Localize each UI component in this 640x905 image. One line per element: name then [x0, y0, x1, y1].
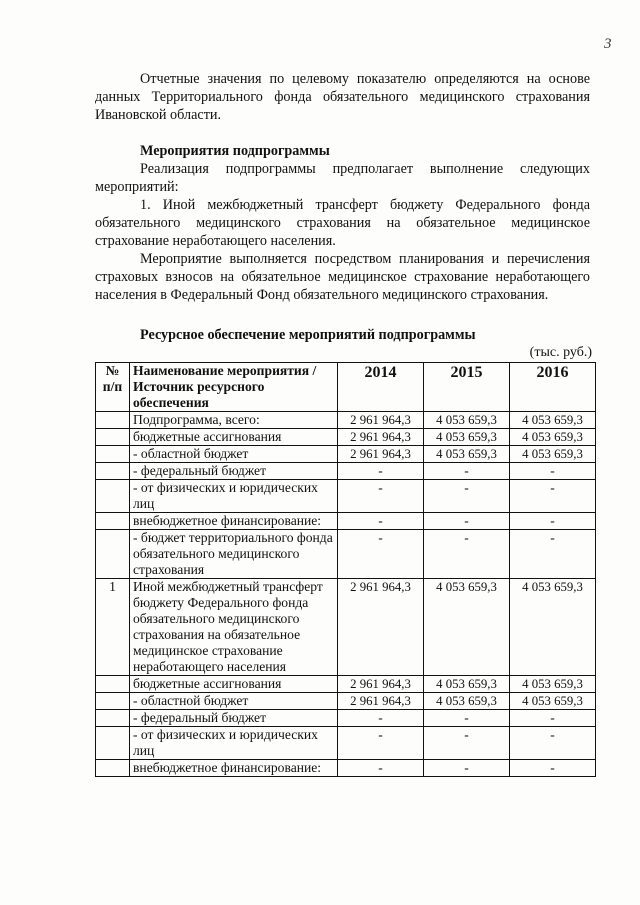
table-title: Ресурсное обеспечение мероприятий подпрограммы	[140, 327, 476, 343]
cell-2016: -	[510, 513, 596, 530]
cell-name: бюджетные ассигнования	[130, 429, 338, 446]
table-heading	[95, 327, 590, 344]
table-row	[96, 727, 596, 760]
cell-num: 1	[96, 579, 130, 676]
cell-2015: 4 053 659,3	[424, 429, 510, 446]
cell-name: Иной межбюджетный трансферт бюджету Федерального фонда обязательного медицинского страхования на обязательное медицинское страхование неработающего населения	[130, 579, 338, 676]
cell-2015: -	[424, 760, 510, 777]
cell-2014: 2 961 964,3	[338, 676, 424, 693]
paragraph-implementation: Реализация подпрограммы предполагает выполнение следующих мероприятий:	[95, 161, 590, 195]
cell-name: внебюджетное финансирование:	[130, 760, 338, 777]
cell-num	[96, 446, 130, 463]
cell-2014: 2 961 964,3	[338, 429, 424, 446]
cell-num	[96, 480, 130, 513]
cell-num	[96, 710, 130, 727]
cell-2016: 4 053 659,3	[510, 446, 596, 463]
header-2015: 2015	[424, 363, 510, 412]
table-row	[96, 480, 596, 513]
cell-num	[96, 760, 130, 777]
cell-2015: -	[424, 727, 510, 760]
cell-2014: -	[338, 710, 424, 727]
cell-2015: 4 053 659,3	[424, 579, 510, 676]
cell-num	[96, 727, 130, 760]
cell-name: бюджетные ассигнования	[130, 676, 338, 693]
cell-2016: -	[510, 480, 596, 513]
cell-2014: -	[338, 480, 424, 513]
measures-section	[95, 142, 590, 304]
cell-name: - федеральный бюджет	[130, 710, 338, 727]
paragraph-measure-description: Мероприятие выполняется посредством планирования и перечисления страховых взносов на обязательное медицинское страхование неработающего населения в Федеральный Фонд обязательного медицинского страхования.	[95, 251, 590, 303]
cell-2015: -	[424, 710, 510, 727]
cell-name: - от физических и юридических лиц	[130, 727, 338, 760]
cell-num	[96, 693, 130, 710]
cell-2015: -	[424, 463, 510, 480]
cell-2016: 4 053 659,3	[510, 693, 596, 710]
cell-2015: -	[424, 513, 510, 530]
paragraph-text: Отчетные значения по целевому показателю определяются на основе данных Территориального фонда обязательного медицинского страхования Ивановской области.	[95, 71, 590, 123]
resource-table	[95, 362, 596, 777]
cell-2014: 2 961 964,3	[338, 412, 424, 429]
cell-2016: 4 053 659,3	[510, 412, 596, 429]
section-heading: Мероприятия подпрограммы	[140, 143, 330, 159]
cell-name: - областной бюджет	[130, 693, 338, 710]
cell-2016: 4 053 659,3	[510, 676, 596, 693]
cell-num	[96, 513, 130, 530]
table-row	[96, 760, 596, 777]
cell-2015: 4 053 659,3	[424, 412, 510, 429]
table-row	[96, 676, 596, 693]
table-row	[96, 710, 596, 727]
table-row	[96, 579, 596, 676]
cell-num	[96, 463, 130, 480]
cell-num	[96, 676, 130, 693]
cell-2014: 2 961 964,3	[338, 693, 424, 710]
cell-2016: -	[510, 710, 596, 727]
units-label: (тыс. руб.)	[529, 345, 592, 360]
cell-2014: -	[338, 463, 424, 480]
cell-2016: -	[510, 727, 596, 760]
cell-2014: -	[338, 727, 424, 760]
header-name: Наименование мероприятия / Источник ресурсного обеспечения	[130, 363, 338, 412]
cell-2014: -	[338, 760, 424, 777]
cell-2016: -	[510, 760, 596, 777]
header-num: № п/п	[96, 363, 130, 412]
page-number: 3	[604, 36, 612, 52]
cell-2015: -	[424, 480, 510, 513]
cell-num	[96, 530, 130, 579]
header-2016: 2016	[510, 363, 596, 412]
table-row	[96, 463, 596, 480]
cell-name: - федеральный бюджет	[130, 463, 338, 480]
cell-2016: 4 053 659,3	[510, 429, 596, 446]
cell-2015: 4 053 659,3	[424, 676, 510, 693]
cell-num	[96, 412, 130, 429]
cell-2014: 2 961 964,3	[338, 579, 424, 676]
cell-2015: 4 053 659,3	[424, 693, 510, 710]
paragraph-target-values	[95, 70, 590, 124]
cell-name: - бюджет территориального фонда обязательного медицинского страхования	[130, 530, 338, 579]
table-header-row	[96, 363, 596, 412]
cell-2016: -	[510, 530, 596, 579]
cell-name: Подпрограмма, всего:	[130, 412, 338, 429]
table-body	[96, 412, 596, 777]
cell-num	[96, 429, 130, 446]
cell-2016: -	[510, 463, 596, 480]
cell-2014: -	[338, 530, 424, 579]
cell-2014: 2 961 964,3	[338, 446, 424, 463]
cell-2014: -	[338, 513, 424, 530]
table-row	[96, 693, 596, 710]
table-row	[96, 513, 596, 530]
table-row	[96, 412, 596, 429]
cell-name: - от физических и юридических лиц	[130, 480, 338, 513]
cell-name: - областной бюджет	[130, 446, 338, 463]
table-row	[96, 530, 596, 579]
cell-name: внебюджетное финансирование:	[130, 513, 338, 530]
paragraph-measure-1: 1. Иной межбюджетный трансферт бюджету Федерального фонда обязательного медицинского страхования на обязательное медицинское страхование неработающего населения.	[95, 197, 590, 249]
header-2014: 2014	[338, 363, 424, 412]
cell-2015: 4 053 659,3	[424, 446, 510, 463]
table-row	[96, 446, 596, 463]
cell-2016: 4 053 659,3	[510, 579, 596, 676]
cell-2015: -	[424, 530, 510, 579]
table-row	[96, 429, 596, 446]
